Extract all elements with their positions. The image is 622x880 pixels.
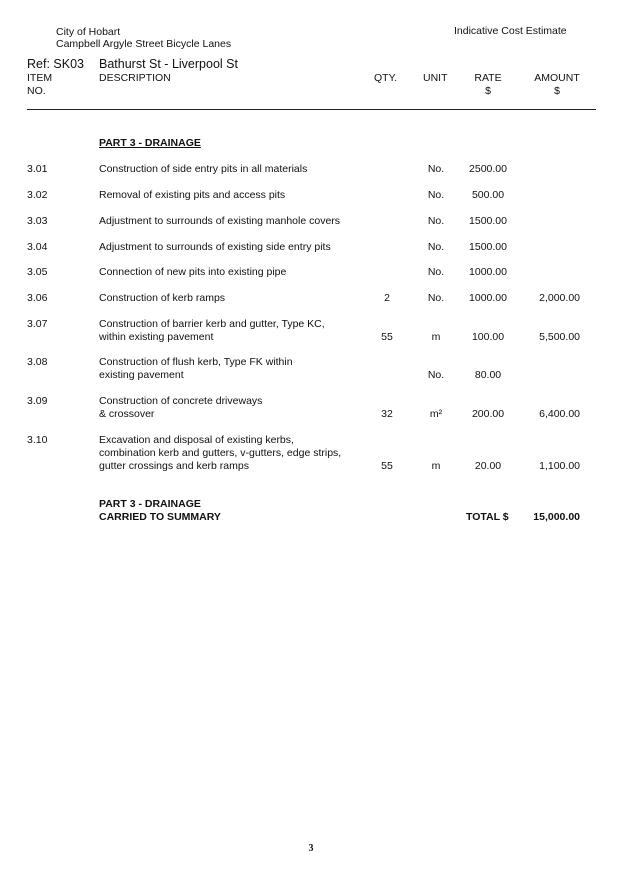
item-rate: 2500.00 bbox=[469, 163, 507, 175]
item-unit: m bbox=[431, 331, 441, 343]
item-description: Removal of existing pits and access pits bbox=[99, 189, 286, 201]
item-description: Construction of side entry pits in all materials bbox=[99, 163, 308, 175]
page-number: 3 bbox=[308, 843, 314, 854]
item-number: 3.03 bbox=[27, 215, 48, 227]
item-qty: 55 bbox=[381, 331, 393, 343]
document-type: Indicative Cost Estimate bbox=[454, 25, 567, 37]
column-header-rate: RATE $ bbox=[474, 72, 502, 97]
item-unit: No. bbox=[427, 241, 445, 253]
table-row bbox=[0, 241, 622, 254]
table-row bbox=[0, 215, 622, 228]
item-description: Construction of flush kerb, Type FK within bbox=[99, 356, 293, 368]
item-description: Construction of kerb ramps bbox=[99, 292, 226, 304]
item-description: Construction of concrete driveways bbox=[99, 395, 263, 407]
reference-name: Bathurst St - Liverpool St bbox=[99, 57, 238, 71]
column-header-amount: AMOUNT $ bbox=[534, 72, 580, 97]
item-rate: 1500.00 bbox=[469, 215, 507, 227]
item-unit: No. bbox=[427, 369, 445, 381]
item-amount: 6,400.00 bbox=[539, 408, 580, 420]
item-number: 3.02 bbox=[27, 189, 48, 201]
item-description: combination kerb and gutters, v-gutters, edge strips, bbox=[99, 447, 342, 459]
table-row bbox=[0, 266, 622, 279]
item-number: 3.06 bbox=[27, 292, 48, 304]
item-description: Connection of new pits into existing pipe bbox=[99, 266, 287, 278]
column-header-item: ITEM NO. bbox=[27, 72, 53, 97]
item-description: existing pavement bbox=[99, 369, 184, 381]
item-unit: m bbox=[431, 460, 441, 472]
column-header-qty: QTY. bbox=[374, 72, 398, 84]
item-amount: 2,000.00 bbox=[539, 292, 580, 304]
column-header-unit: UNIT bbox=[423, 72, 448, 84]
item-unit: No. bbox=[427, 189, 445, 201]
column-header-description: DESCRIPTION bbox=[99, 72, 171, 84]
item-rate: 100.00 bbox=[471, 331, 505, 343]
item-rate: 1000.00 bbox=[469, 266, 507, 278]
item-number: 3.05 bbox=[27, 266, 48, 278]
item-qty: 32 bbox=[381, 408, 393, 420]
item-unit: No. bbox=[427, 215, 445, 227]
total-value: 15,000.00 bbox=[533, 511, 580, 523]
item-amount: 5,500.00 bbox=[539, 331, 580, 343]
item-rate: 1500.00 bbox=[469, 241, 507, 253]
item-rate: 1000.00 bbox=[469, 292, 507, 304]
item-rate: 20.00 bbox=[474, 460, 502, 472]
item-amount: 1,100.00 bbox=[539, 460, 580, 472]
item-rate: 500.00 bbox=[471, 189, 505, 201]
item-number: 3.08 bbox=[27, 356, 48, 368]
section-title: PART 3 - DRAINAGE bbox=[99, 137, 201, 149]
item-description: Adjustment to surrounds of existing side entry pits bbox=[99, 241, 331, 253]
table-row bbox=[0, 395, 622, 421]
table-row bbox=[0, 318, 622, 344]
item-number: 3.09 bbox=[27, 395, 48, 407]
item-qty: 2 bbox=[384, 292, 390, 304]
item-unit: m² bbox=[429, 408, 443, 420]
table-row bbox=[0, 163, 622, 176]
table-row bbox=[0, 356, 622, 382]
organisation-name: City of Hobart bbox=[56, 26, 121, 38]
item-description: Construction of barrier kerb and gutter, Type KC, bbox=[99, 318, 325, 330]
item-unit: No. bbox=[427, 163, 445, 175]
item-unit: No. bbox=[427, 292, 445, 304]
table-row bbox=[0, 189, 622, 202]
table-row bbox=[0, 292, 622, 305]
item-description: Excavation and disposal of existing kerbs, bbox=[99, 434, 294, 446]
item-description: within existing pavement bbox=[99, 331, 214, 343]
item-description: gutter crossings and kerb ramps bbox=[99, 460, 249, 472]
project-name: Campbell Argyle Street Bicycle Lanes bbox=[56, 38, 232, 50]
item-unit: No. bbox=[427, 266, 445, 278]
item-description: Adjustment to surrounds of existing manhole covers bbox=[99, 215, 341, 227]
item-number: 3.10 bbox=[27, 434, 48, 446]
header-divider bbox=[27, 109, 596, 110]
item-rate: 80.00 bbox=[474, 369, 502, 381]
item-rate: 200.00 bbox=[471, 408, 505, 420]
reference-code: Ref: SK03 bbox=[27, 57, 84, 71]
table-row bbox=[0, 434, 622, 473]
item-number: 3.07 bbox=[27, 318, 48, 330]
item-description: & crossover bbox=[99, 408, 155, 420]
item-number: 3.01 bbox=[27, 163, 48, 175]
footer-carried-label: CARRIED TO SUMMARY bbox=[99, 511, 221, 523]
footer-part-title: PART 3 - DRAINAGE bbox=[99, 498, 201, 510]
item-number: 3.04 bbox=[27, 241, 48, 253]
item-qty: 55 bbox=[381, 460, 393, 472]
total-label: TOTAL $ bbox=[466, 511, 509, 523]
